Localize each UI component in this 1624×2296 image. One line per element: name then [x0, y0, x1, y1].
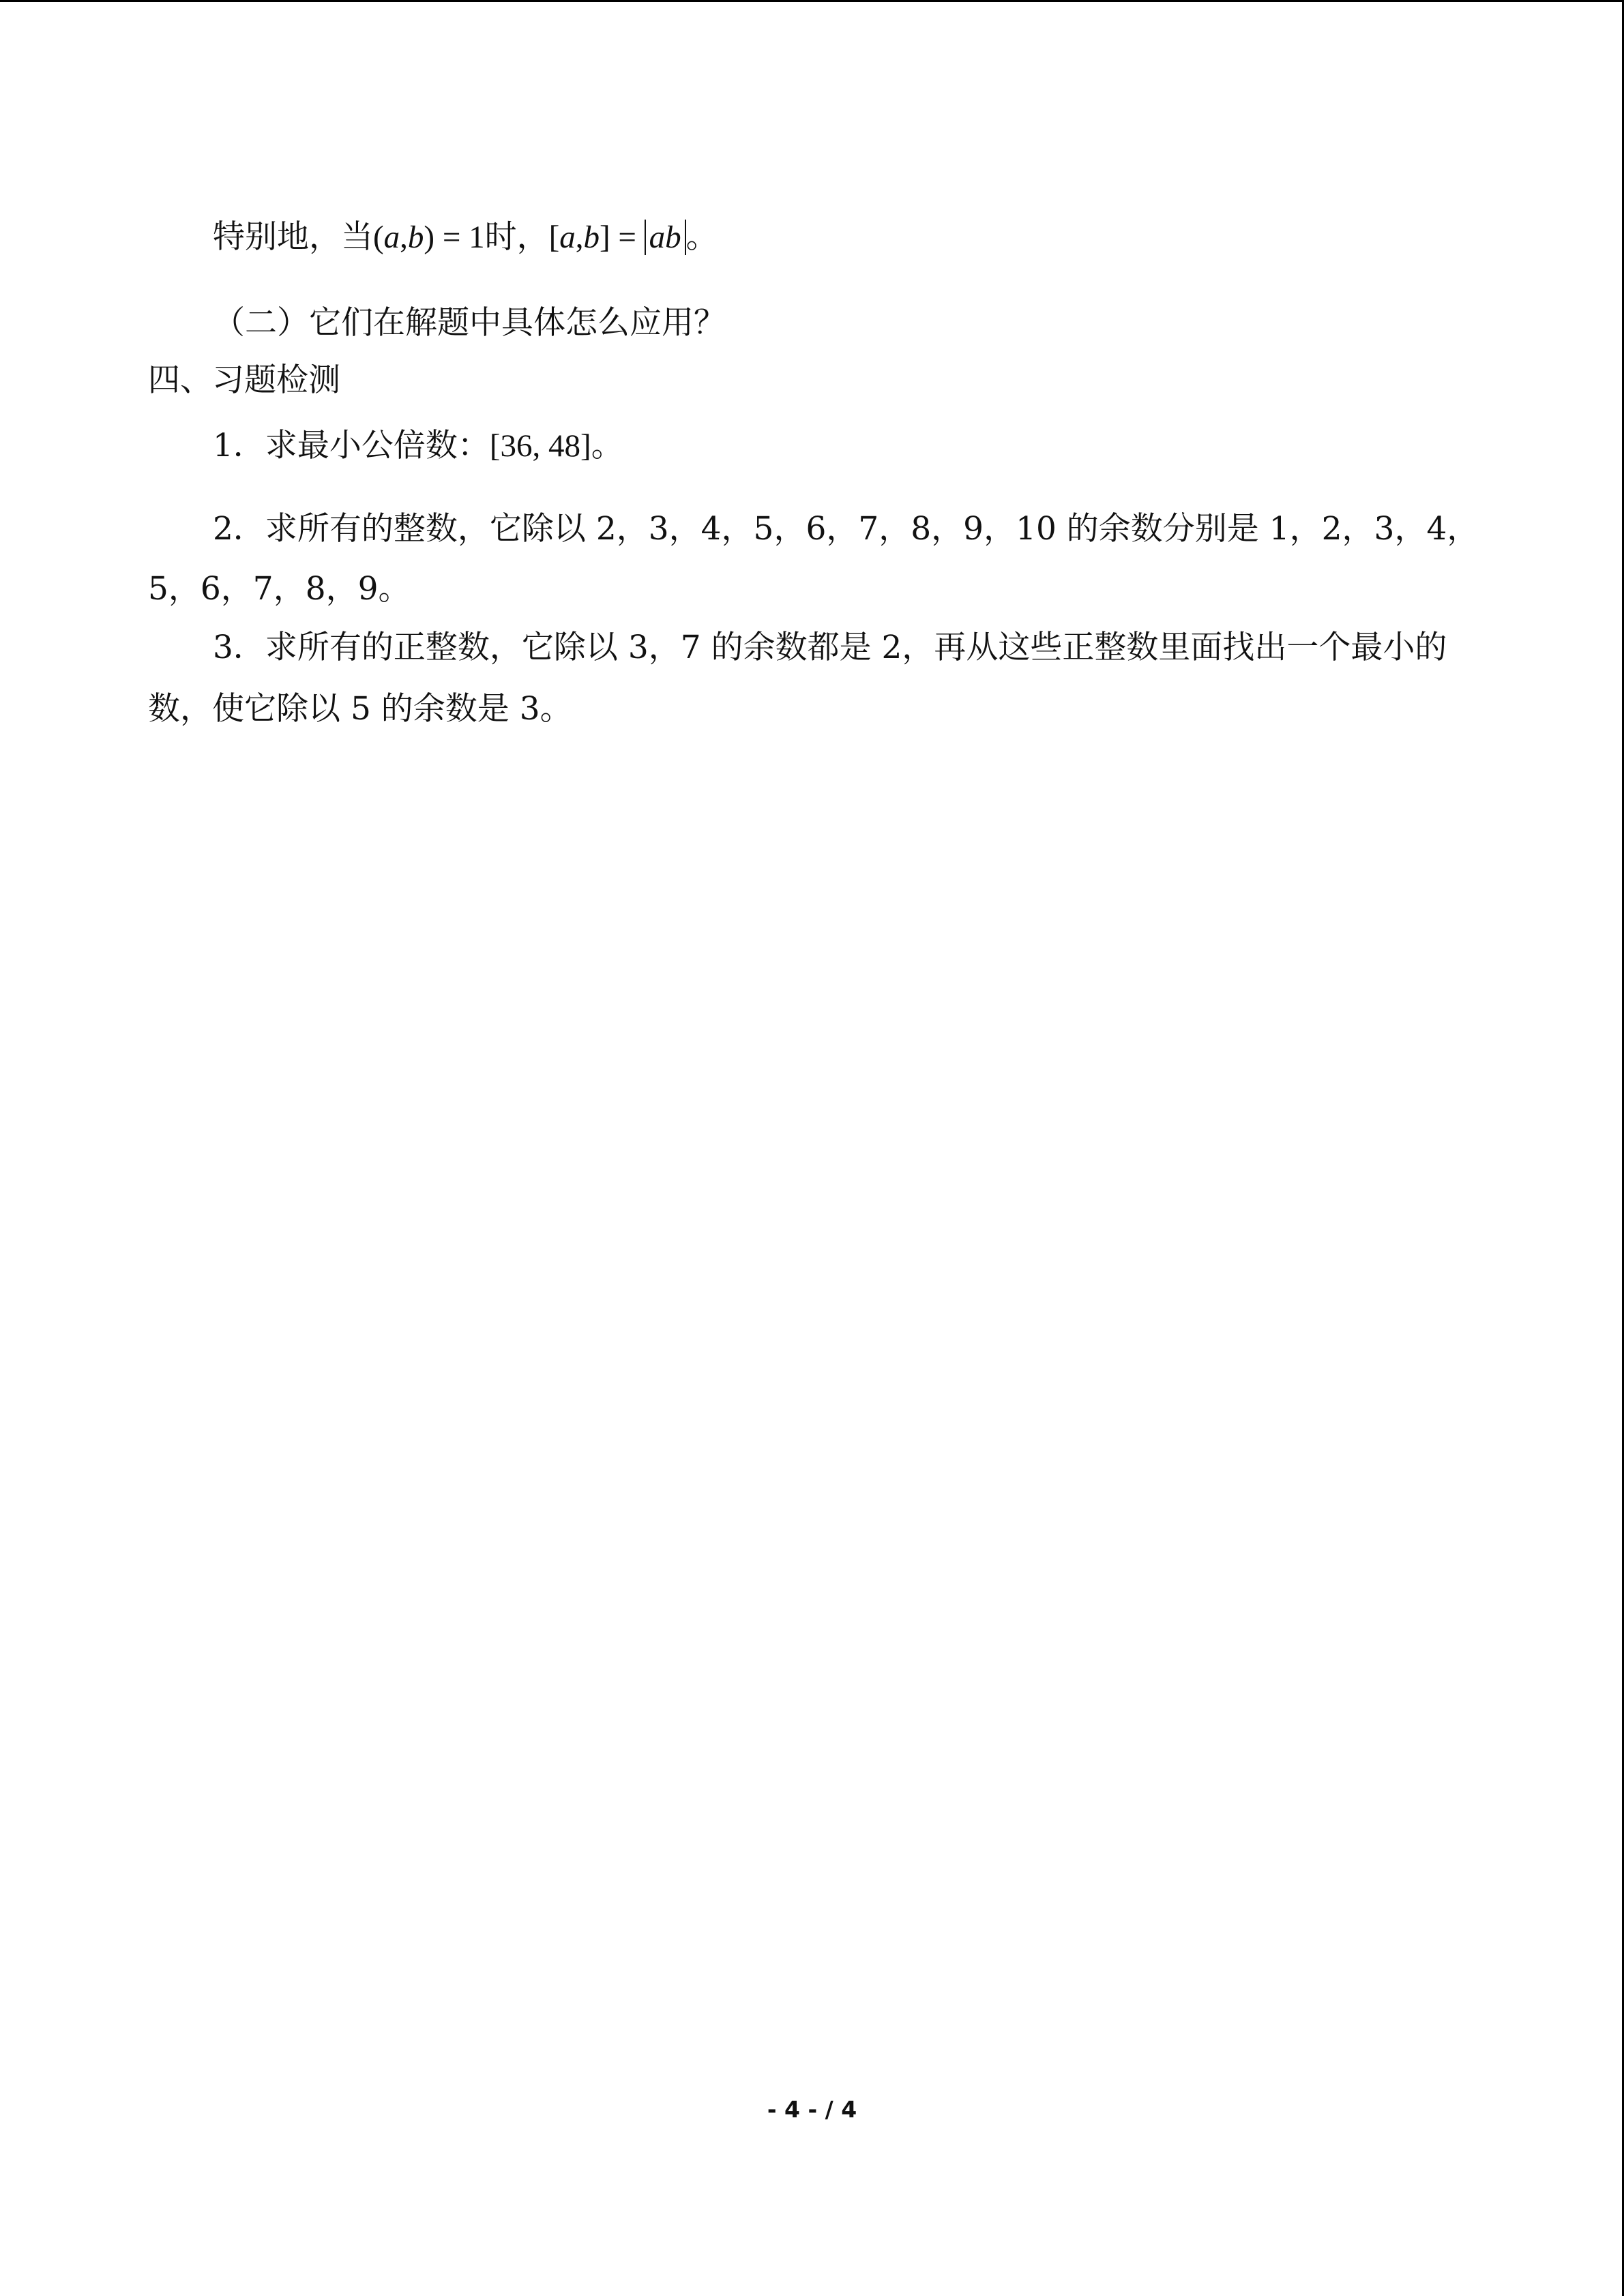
section-four-title: 四、习题检测	[148, 361, 340, 399]
exercise-1-end: 。	[591, 427, 623, 464]
bracket-close: ]	[599, 220, 610, 255]
equals-one: = 1	[434, 220, 485, 255]
page-number-footer: - 4 - / 4	[767, 2096, 857, 2123]
lcm-comma: ,	[575, 220, 584, 255]
exercise-2-line-2: 5，6，7，8，9。	[148, 570, 411, 608]
question-two-heading: （二）它们在解题中具体怎么应用？	[213, 304, 726, 342]
gcd-condition	[373, 220, 485, 255]
bracket-open: [	[548, 220, 560, 255]
page-border-top	[0, 0, 1624, 2]
lcm-expression	[549, 220, 686, 255]
exercise-3-line-1: 3．求所有的正整数，它除以 3，7 的余数都是 2，再从这些正整数里面找出一个最小的	[213, 629, 1447, 666]
exercise-3-line-2: 数，使它除以 5 的余数是 3。	[148, 690, 572, 728]
absolute-value-ab: ab	[645, 220, 686, 255]
paren-open: (	[373, 220, 384, 255]
exercise-2-line-1: 2．求所有的整数，它除以 2，3，4，5，6，7，8，9，10 的余数分别是 1，2，3，4，	[213, 510, 1479, 548]
time-word: 时，	[484, 218, 549, 256]
exercise-1-math: [36, 48]	[489, 428, 591, 464]
exercise-1	[213, 426, 623, 466]
lcm-equals: =	[610, 220, 645, 255]
var-b: b	[407, 220, 424, 255]
special-case-line	[213, 217, 718, 258]
lcm-var-b: b	[583, 220, 600, 255]
lcm-var-a: a	[559, 220, 576, 255]
exercise-1-text: 1．求最小公倍数：	[213, 427, 490, 464]
special-case-prefix: 特别地，当	[213, 218, 373, 256]
comma: ,	[400, 220, 408, 255]
special-case-end: 。	[685, 218, 718, 256]
paren-close: )	[424, 220, 435, 255]
var-a: a	[383, 220, 400, 255]
